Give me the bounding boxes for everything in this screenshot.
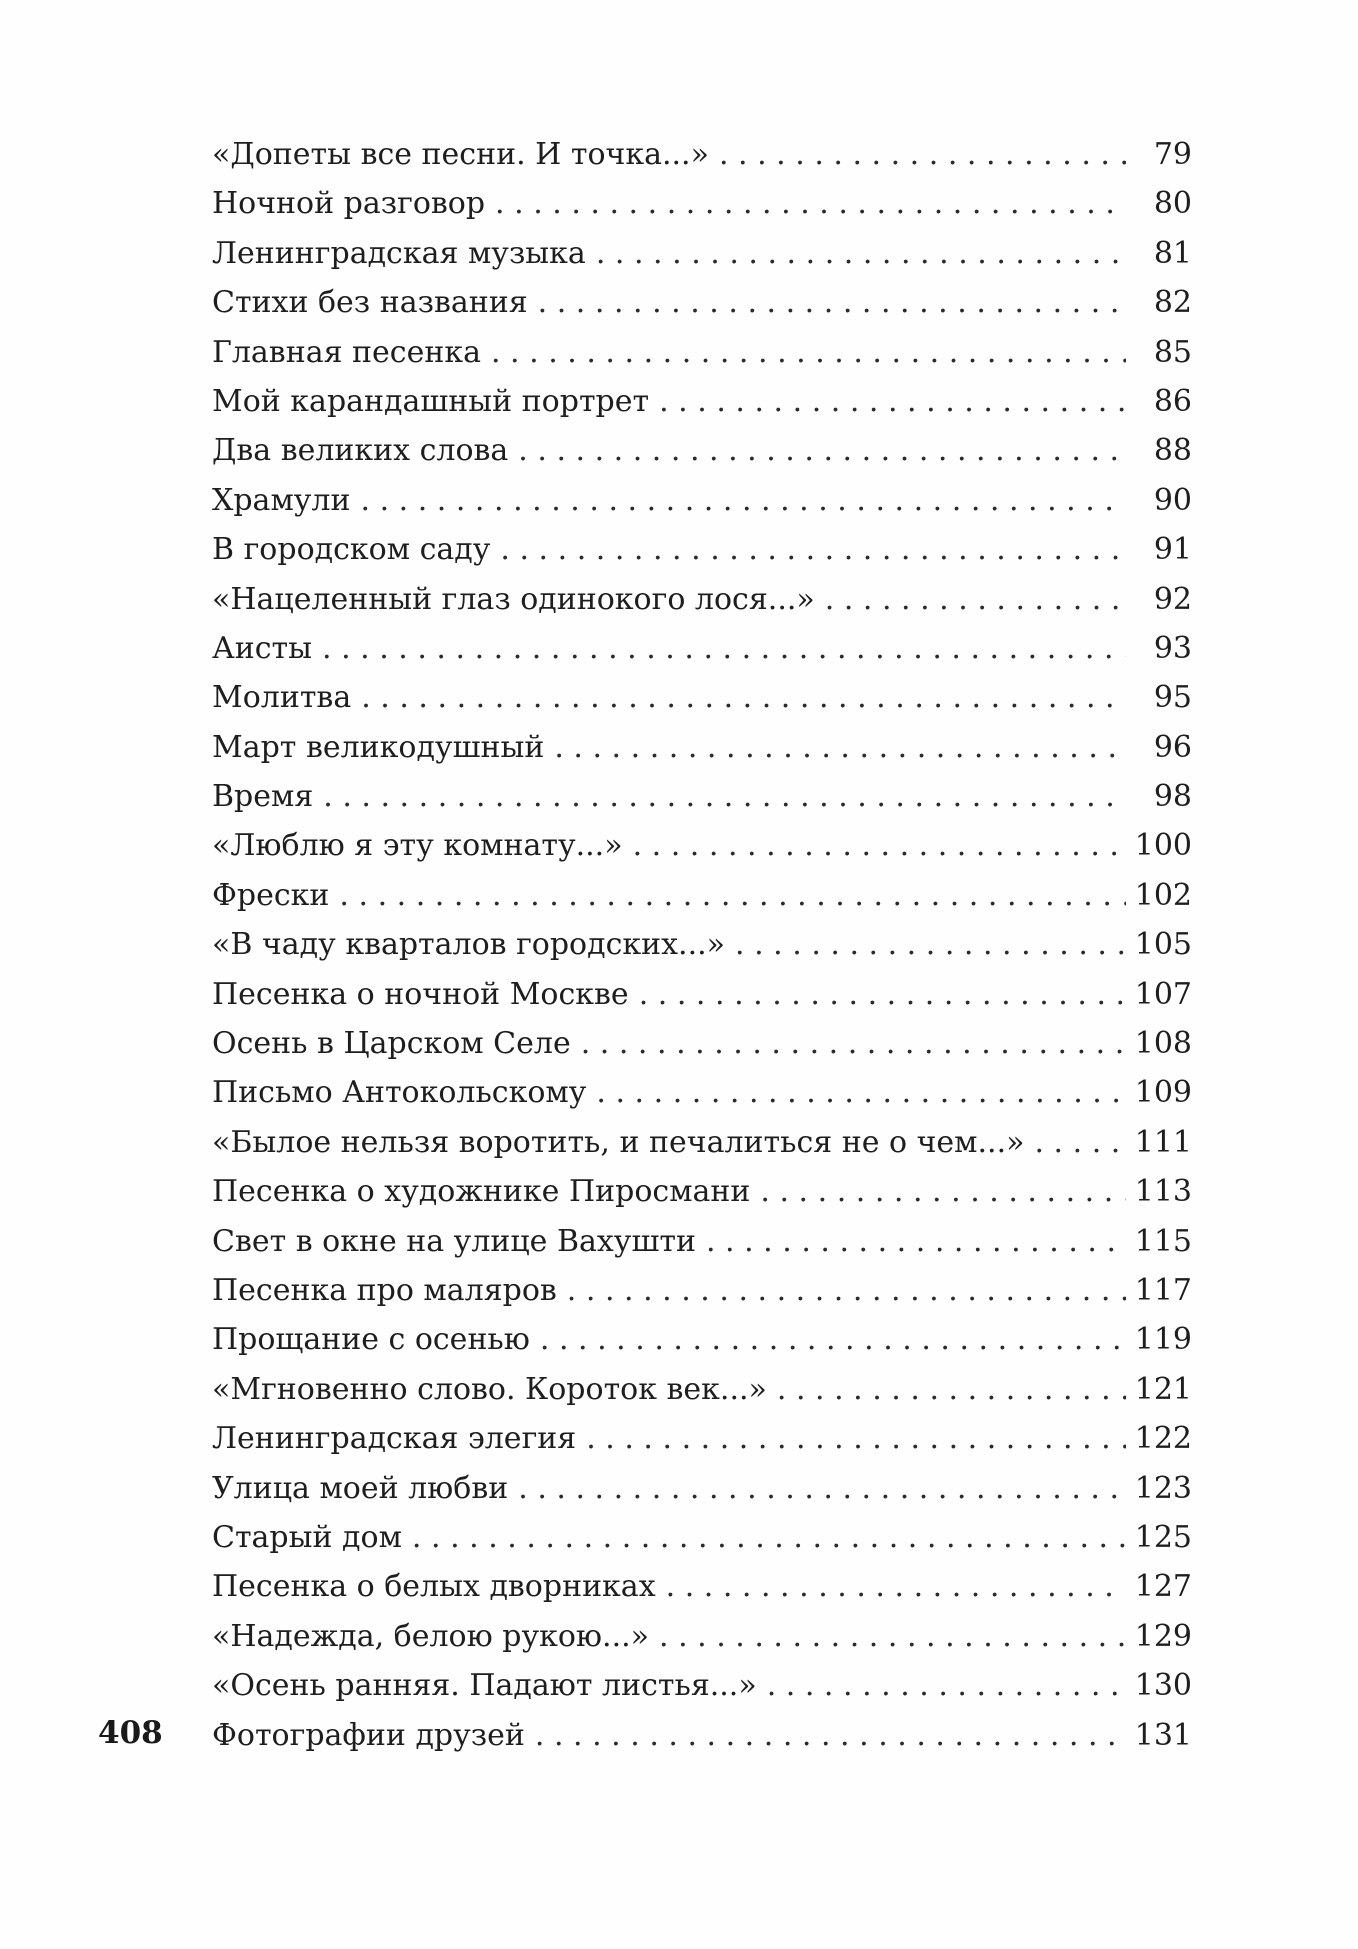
toc-entry bbox=[212, 673, 1192, 722]
dot-leader bbox=[633, 821, 1126, 870]
dot-leader bbox=[554, 723, 1126, 772]
toc-entry bbox=[212, 920, 1192, 969]
toc-entry-page-number: 81 bbox=[1153, 235, 1192, 271]
toc-entry-title: Мой карандашный портрет bbox=[212, 383, 650, 419]
dot-leader bbox=[322, 624, 1126, 673]
toc-entry-page-number: 129 bbox=[1134, 1618, 1192, 1654]
toc-entry-page-number: 102 bbox=[1134, 877, 1192, 913]
toc-entry bbox=[212, 1513, 1192, 1562]
dot-leader bbox=[719, 130, 1126, 179]
toc-entry bbox=[212, 426, 1192, 475]
dot-leader bbox=[538, 278, 1126, 327]
toc-entry-page-number: 111 bbox=[1134, 1124, 1192, 1160]
toc-entry-title: «Надежда, белою рукою...» bbox=[212, 1618, 649, 1654]
toc-entry-title: Молитва bbox=[212, 680, 352, 716]
toc-entry bbox=[212, 229, 1192, 278]
toc-entry bbox=[212, 476, 1192, 525]
toc-entry-page-number: 121 bbox=[1134, 1371, 1192, 1407]
toc-entry-page-number: 109 bbox=[1134, 1075, 1192, 1111]
toc-entry-page-number: 113 bbox=[1134, 1174, 1192, 1210]
toc-entry-title: Ночной разговор bbox=[212, 186, 486, 222]
dot-leader bbox=[412, 1513, 1126, 1562]
dot-leader bbox=[339, 871, 1126, 920]
toc-entry bbox=[212, 970, 1192, 1019]
table-of-contents bbox=[212, 130, 1192, 1760]
toc-entry bbox=[212, 525, 1192, 574]
toc-entry-title: «Былое нельзя воротить, и печалиться не о чем...» bbox=[212, 1124, 1025, 1160]
toc-entry-page-number: 85 bbox=[1153, 334, 1192, 370]
toc-entry-title: Свет в окне на улице Вахушти bbox=[212, 1223, 696, 1259]
dot-leader bbox=[361, 673, 1126, 722]
toc-entry-title: Улица моей любви bbox=[212, 1470, 509, 1506]
dot-leader bbox=[777, 1365, 1126, 1414]
toc-entry-page-number: 91 bbox=[1153, 532, 1192, 568]
toc-entry-title: Ленинградская музыка bbox=[212, 235, 586, 271]
dot-leader bbox=[767, 1661, 1126, 1710]
toc-entry-title: Осень в Царском Селе bbox=[212, 1026, 571, 1062]
dot-leader bbox=[495, 179, 1126, 228]
toc-entry bbox=[212, 278, 1192, 327]
toc-entry bbox=[212, 1365, 1192, 1414]
toc-entry bbox=[212, 1562, 1192, 1611]
toc-entry-title: Храмули bbox=[212, 482, 351, 518]
dot-leader bbox=[596, 1068, 1126, 1117]
dot-leader bbox=[639, 970, 1126, 1019]
dot-leader bbox=[666, 1562, 1126, 1611]
toc-entry-title: «Осень ранняя. Падают листья...» bbox=[212, 1668, 757, 1704]
toc-entry-title: «Мгновенно слово. Короток век...» bbox=[212, 1371, 767, 1407]
toc-entry bbox=[212, 1019, 1192, 1068]
toc-entry-page-number: 100 bbox=[1134, 828, 1192, 864]
toc-entry bbox=[212, 575, 1192, 624]
dot-leader bbox=[659, 1612, 1126, 1661]
toc-entry-title: «Допеты все песни. И точка...» bbox=[212, 137, 709, 172]
dot-leader bbox=[535, 1711, 1126, 1760]
toc-entry bbox=[212, 1661, 1192, 1710]
dot-leader bbox=[760, 1167, 1126, 1216]
toc-entry bbox=[212, 871, 1192, 920]
page-number: 408 bbox=[98, 1715, 163, 1751]
toc-entry bbox=[212, 1464, 1192, 1513]
toc-entry bbox=[212, 130, 1192, 179]
toc-entry bbox=[212, 1612, 1192, 1661]
dot-leader bbox=[500, 525, 1126, 574]
dot-leader bbox=[1034, 1118, 1126, 1167]
toc-entry-title: «Люблю я эту комнату...» bbox=[212, 828, 623, 864]
toc-entry-page-number: 108 bbox=[1134, 1026, 1192, 1062]
toc-entry bbox=[212, 377, 1192, 426]
toc-entry-title: Фрески bbox=[212, 877, 330, 913]
toc-entry-page-number: 92 bbox=[1153, 581, 1192, 617]
toc-entry-page-number: 115 bbox=[1134, 1223, 1192, 1259]
toc-entry-title: Песенка о ночной Москве bbox=[212, 976, 629, 1012]
toc-entry-title: Письмо Антокольскому bbox=[212, 1075, 587, 1111]
toc-entry bbox=[212, 1315, 1192, 1364]
toc-entry-page-number: 86 bbox=[1153, 383, 1192, 419]
toc-entry-title: Два великих слова bbox=[212, 433, 509, 469]
toc-entry-title: Ленинградская элегия bbox=[212, 1421, 577, 1457]
toc-entry-page-number: 105 bbox=[1134, 927, 1192, 963]
dot-leader bbox=[323, 772, 1126, 821]
toc-entry-title: Время bbox=[212, 779, 314, 815]
toc-entry-title: Песенка про маляров bbox=[212, 1272, 557, 1308]
toc-entry-page-number: 123 bbox=[1134, 1470, 1192, 1506]
toc-entry-page-number: 95 bbox=[1153, 680, 1192, 716]
toc-entry-title: Прощание с осенью bbox=[212, 1322, 530, 1358]
dot-leader bbox=[706, 1217, 1126, 1266]
toc-entry bbox=[212, 1068, 1192, 1117]
toc-entry-page-number: 122 bbox=[1134, 1421, 1192, 1457]
toc-entry-page-number: 98 bbox=[1153, 779, 1192, 815]
toc-entry-title: Фотографии друзей bbox=[212, 1717, 525, 1753]
toc-entry-page-number: 90 bbox=[1153, 482, 1192, 518]
toc-entry bbox=[212, 723, 1192, 772]
toc-entry-page-number: 131 bbox=[1134, 1717, 1192, 1753]
toc-entry-page-number: 88 bbox=[1153, 433, 1192, 469]
dot-leader bbox=[735, 920, 1126, 969]
toc-entry-page-number: 79 bbox=[1153, 137, 1192, 172]
toc-entry-page-number: 125 bbox=[1134, 1519, 1192, 1555]
toc-entry-title: «В чаду кварталов городских...» bbox=[212, 927, 726, 963]
toc-entry bbox=[212, 179, 1192, 228]
toc-entry-title: Аисты bbox=[212, 630, 312, 666]
toc-entry-title: В городском саду bbox=[212, 532, 491, 568]
toc-entry bbox=[212, 1711, 1192, 1760]
dot-leader bbox=[491, 328, 1126, 377]
toc-entry-page-number: 127 bbox=[1134, 1569, 1192, 1605]
toc-entry bbox=[212, 1167, 1192, 1216]
toc-entry-page-number: 82 bbox=[1153, 285, 1192, 321]
toc-entry bbox=[212, 1266, 1192, 1315]
toc-entry-title: «Нацеленный глаз одинокого лося...» bbox=[212, 581, 815, 617]
toc-entry-page-number: 130 bbox=[1134, 1668, 1192, 1704]
toc-entry-page-number: 96 bbox=[1153, 729, 1192, 765]
dot-leader bbox=[581, 1019, 1126, 1068]
dot-leader bbox=[596, 229, 1126, 278]
toc-entry bbox=[212, 772, 1192, 821]
toc-entry bbox=[212, 624, 1192, 673]
toc-entry bbox=[212, 1217, 1192, 1266]
toc-entry-title: Главная песенка bbox=[212, 334, 481, 370]
dot-leader bbox=[586, 1414, 1126, 1463]
dot-leader bbox=[567, 1266, 1126, 1315]
dot-leader bbox=[540, 1315, 1126, 1364]
dot-leader bbox=[518, 1464, 1126, 1513]
toc-entry bbox=[212, 1118, 1192, 1167]
toc-entry-title: Песенка о белых дворниках bbox=[212, 1569, 656, 1605]
toc-entry-title: Стихи без названия bbox=[212, 285, 528, 321]
toc-entry bbox=[212, 1414, 1192, 1463]
toc-entry-title: Март великодушный bbox=[212, 729, 545, 765]
toc-entry-page-number: 117 bbox=[1134, 1272, 1192, 1308]
toc-entry-title: Песенка о художнике Пиросмани bbox=[212, 1174, 751, 1210]
toc-entry-page-number: 93 bbox=[1153, 630, 1192, 666]
toc-entry-page-number: 119 bbox=[1134, 1322, 1192, 1358]
dot-leader bbox=[518, 426, 1126, 475]
toc-entry bbox=[212, 328, 1192, 377]
dot-leader bbox=[659, 377, 1126, 426]
toc-entry-title: Старый дом bbox=[212, 1519, 402, 1555]
toc-entry bbox=[212, 821, 1192, 870]
dot-leader bbox=[825, 575, 1126, 624]
toc-entry-page-number: 107 bbox=[1134, 976, 1192, 1012]
toc-entry-page-number: 80 bbox=[1153, 186, 1192, 222]
dot-leader bbox=[361, 476, 1127, 525]
